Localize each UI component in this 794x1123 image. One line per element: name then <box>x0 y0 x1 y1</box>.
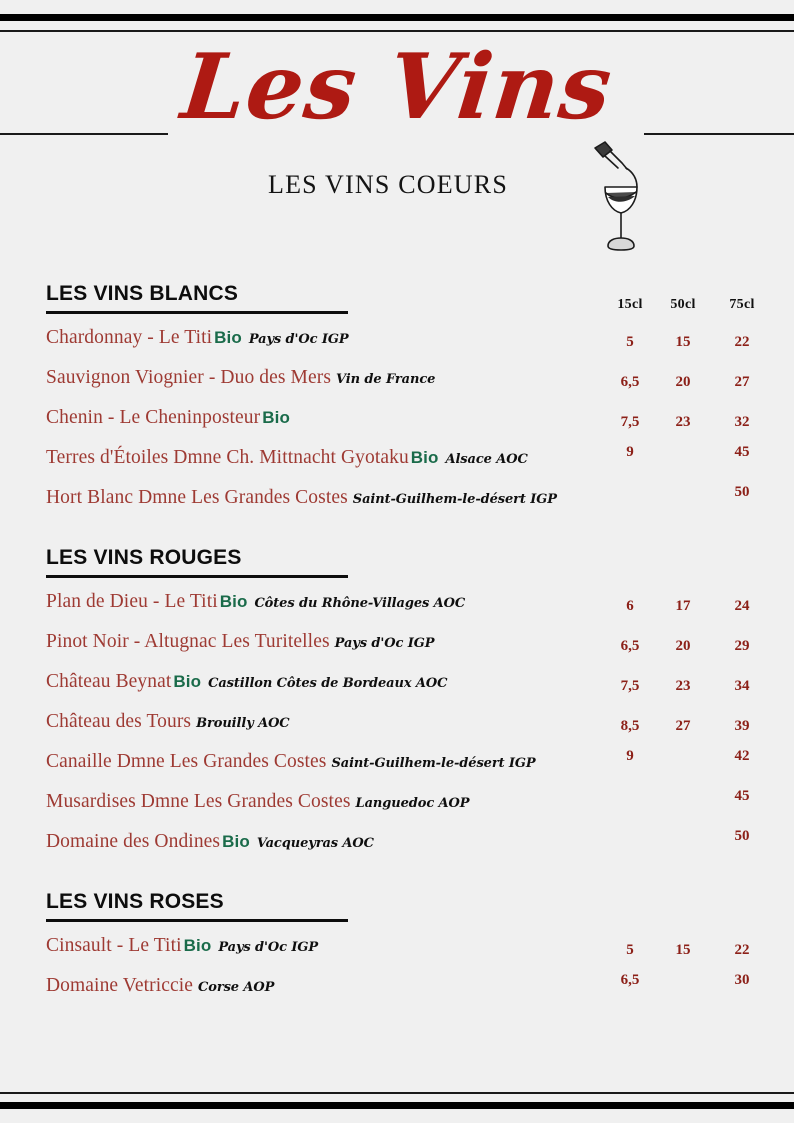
bio-badge: Bio <box>219 592 248 611</box>
wine-name-group <box>46 711 290 733</box>
price-50cl: 27 <box>675 718 691 734</box>
wine-name-group <box>46 935 318 957</box>
price-15cl: 5 <box>626 942 634 958</box>
wine-row <box>0 400 794 440</box>
price-15cl: 7,5 <box>620 678 640 694</box>
wine-name: Sauvignon Viognier - Duo des Mers <box>46 367 332 388</box>
wine-appellation: Castillon Côtes de Bordeaux AOC <box>208 676 448 691</box>
wine-name-group <box>46 671 447 693</box>
section-items <box>0 320 794 520</box>
wine-appellation: Saint-Guilhem-le-désert IGP <box>352 492 557 507</box>
wine-name-group <box>46 631 434 653</box>
price-75cl: 24 <box>734 598 750 614</box>
price-15cl: 8,5 <box>620 718 640 734</box>
wine-name: Musardises Dmne Les Grandes Costes <box>46 791 351 812</box>
wine-row <box>0 744 794 784</box>
bio-badge: Bio <box>183 936 212 955</box>
wine-name-group <box>46 751 536 773</box>
price-75cl: 50 <box>734 484 750 500</box>
price-50cl: 20 <box>675 374 691 390</box>
wine-name: Chardonnay - Le Titi <box>46 327 213 348</box>
wine-row <box>0 824 794 864</box>
wine-name-group <box>46 327 349 349</box>
column-header-15cl: 15cl <box>617 297 643 312</box>
wine-row <box>0 584 794 624</box>
price-15cl: 6,5 <box>620 374 640 390</box>
menu-section-les-vins-blancs <box>0 282 794 520</box>
section-heading: LES VINS BLANCS <box>46 282 239 305</box>
wine-name-group <box>46 367 435 389</box>
price-15cl: 6 <box>626 598 634 614</box>
column-header-50cl: 50cl <box>670 297 696 312</box>
masthead <box>0 36 794 251</box>
price-75cl: 22 <box>734 334 750 350</box>
section-heading-underline <box>46 919 348 922</box>
wine-row <box>0 480 794 520</box>
wine-name-group <box>46 975 274 997</box>
wine-name: Canaille Dmne Les Grandes Costes <box>46 751 327 772</box>
wine-name: Domaine des Ondines <box>46 831 221 852</box>
wine-appellation: Pays d'Oc IGP <box>218 940 319 955</box>
wine-appellation: Corse AOP <box>198 980 275 995</box>
price-50cl: 17 <box>675 598 691 614</box>
price-75cl: 50 <box>734 828 750 844</box>
wine-name: Chenin - Le Cheninposteur <box>46 407 261 428</box>
section-heading: LES VINS ROUGES <box>46 546 242 569</box>
page-subtitle: LES VINS COEURS <box>267 170 508 199</box>
price-75cl: 34 <box>734 678 750 694</box>
wine-name-group <box>46 407 292 429</box>
bio-badge: Bio <box>410 448 439 467</box>
wine-appellation: Pays d'Oc IGP <box>248 332 349 347</box>
wine-name: Plan de Dieu - Le Titi <box>46 591 218 612</box>
bottom-thin-rule <box>0 1092 794 1094</box>
wine-row <box>0 360 794 400</box>
price-15cl: 9 <box>626 444 634 460</box>
wine-appellation: Saint-Guilhem-le-désert IGP <box>331 756 536 771</box>
price-75cl: 22 <box>734 942 750 958</box>
price-75cl: 32 <box>734 414 750 430</box>
wine-name: Domaine Vetriccie <box>46 975 193 996</box>
price-75cl: 30 <box>734 972 750 988</box>
wine-row <box>0 928 794 968</box>
wine-appellation: Languedoc AOP <box>355 796 470 811</box>
price-15cl: 7,5 <box>620 414 640 430</box>
price-50cl: 23 <box>675 414 691 430</box>
price-75cl: 29 <box>734 638 750 654</box>
wine-row <box>0 664 794 704</box>
page-title: Les Vins <box>176 34 618 140</box>
price-75cl: 27 <box>734 374 750 390</box>
price-75cl: 45 <box>734 444 750 460</box>
bio-badge: Bio <box>262 408 290 427</box>
wine-name-group <box>46 791 469 813</box>
wine-name: Terres d'Étoiles Dmne Ch. Mittnacht Gyotaku <box>46 447 409 468</box>
price-15cl: 6,5 <box>620 638 640 654</box>
wine-name: Château des Tours <box>46 711 192 732</box>
wine-name: Pinot Noir - Altugnac Les Turitelles <box>46 631 330 652</box>
wine-name: Hort Blanc Dmne Les Grandes Costes <box>46 487 348 508</box>
wine-appellation: Alsace AOC <box>445 452 528 467</box>
bio-badge: Bio <box>214 328 242 347</box>
wine-glass-pour-icon <box>592 139 656 257</box>
wine-appellation: Vin de France <box>336 372 436 387</box>
section-heading: LES VINS ROSES <box>46 890 224 913</box>
menu-sections <box>0 282 794 1008</box>
top-thin-rule <box>0 30 794 32</box>
wine-row <box>0 704 794 744</box>
price-75cl: 42 <box>734 748 750 764</box>
wine-name-group <box>46 831 374 853</box>
wine-name: Château Beynat <box>46 671 172 692</box>
price-50cl: 15 <box>675 334 691 350</box>
bio-badge: Bio <box>222 832 250 851</box>
wine-name-group <box>46 447 528 469</box>
price-75cl: 39 <box>734 718 750 734</box>
section-heading-underline <box>46 311 348 314</box>
wine-row <box>0 320 794 360</box>
price-15cl: 5 <box>626 334 634 350</box>
wine-row <box>0 784 794 824</box>
menu-section-les-vins-rouges <box>0 546 794 864</box>
price-50cl: 15 <box>675 942 691 958</box>
section-spacer <box>0 520 794 546</box>
wine-name: Cinsault - Le Titi <box>46 935 182 956</box>
section-heading-underline <box>46 575 348 578</box>
top-thick-rule <box>0 14 794 21</box>
wine-name-group <box>46 591 465 613</box>
price-50cl: 20 <box>675 638 691 654</box>
section-items <box>0 584 794 864</box>
wine-row <box>0 968 794 1008</box>
column-header-75cl: 75cl <box>729 297 755 312</box>
price-15cl: 9 <box>626 748 634 764</box>
section-items <box>0 928 794 1008</box>
bottom-thick-rule <box>0 1102 794 1109</box>
wine-appellation: Vacqueyras AOC <box>256 836 374 851</box>
bio-badge: Bio <box>173 672 202 691</box>
price-50cl: 23 <box>675 678 691 694</box>
wine-row <box>0 624 794 664</box>
wine-appellation: Brouilly AOC <box>196 716 290 731</box>
price-75cl: 45 <box>734 788 750 804</box>
wine-row <box>0 440 794 480</box>
menu-section-les-vins-roses <box>0 890 794 1008</box>
wine-appellation: Pays d'Oc IGP <box>334 636 435 651</box>
wine-appellation: Côtes du Rhône-Villages AOC <box>254 596 466 611</box>
price-15cl: 6,5 <box>620 972 640 988</box>
wine-name-group <box>46 487 557 509</box>
section-spacer <box>0 864 794 890</box>
